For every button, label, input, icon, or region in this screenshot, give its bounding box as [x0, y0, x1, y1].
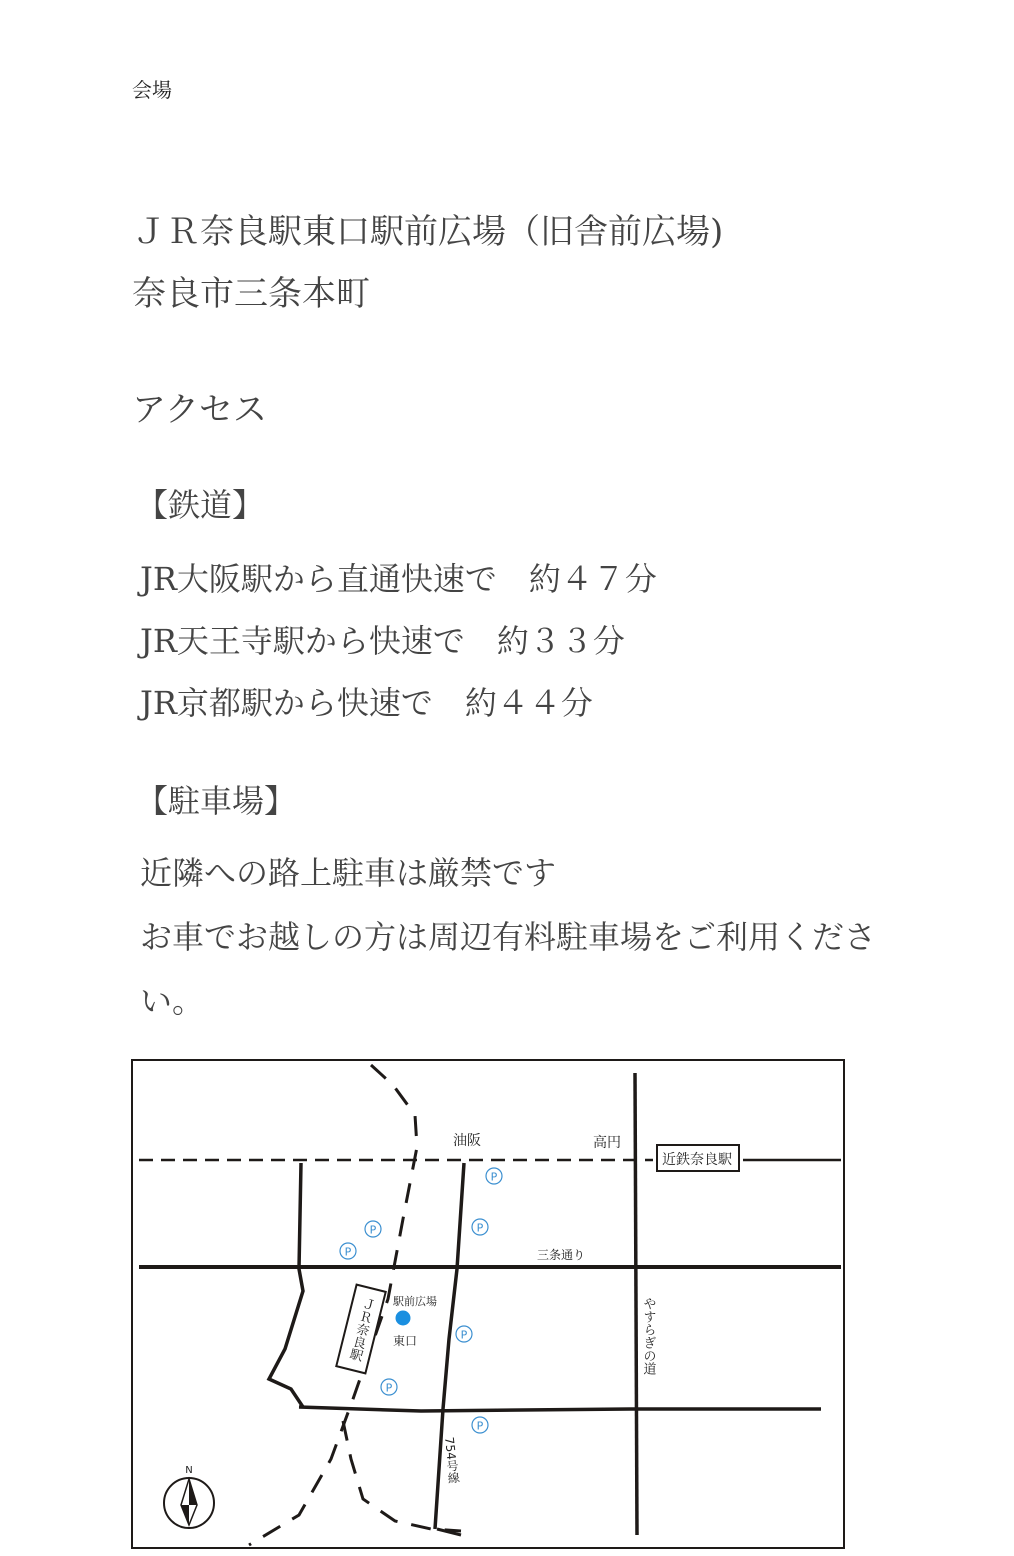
venue-marker — [396, 1311, 411, 1326]
svg-text:N: N — [185, 1465, 193, 1476]
parking-line-paid-lots: お車でお越しの方は周辺有料駐車場をご利用くださ — [140, 918, 877, 956]
svg-text:P: P — [490, 1170, 498, 1184]
railway-line-osaka: JR大阪駅から直通快速で 約４７分 — [140, 560, 657, 598]
map-label-sanjo-dori: 三条通り — [537, 1248, 586, 1262]
access-heading: アクセス — [132, 390, 267, 430]
map-label-ekimae-hiroba: 駅前広場 — [393, 1295, 437, 1308]
railway-line-tennoji: JR天王寺駅から快速で 約３３分 — [140, 622, 625, 660]
map-label-jr-station: ＪＲ奈良駅 — [345, 1295, 377, 1363]
svg-text:P: P — [385, 1381, 393, 1395]
parking-line-no-street: 近隣への路上駐車は厳禁です — [140, 854, 557, 892]
venue-name: ＪＲ奈良駅東口駅前広場（旧舎前広場) — [132, 212, 724, 252]
svg-text:P: P — [344, 1245, 352, 1259]
venue-address: 奈良市三条本町 — [132, 274, 370, 314]
parking-heading: 【駐車場】 — [136, 782, 297, 820]
svg-text:P: P — [369, 1223, 377, 1237]
map-label-kintetsu-station: 近鉄奈良駅 — [662, 1152, 732, 1168]
section-label-venue: 会場 — [132, 78, 172, 102]
access-map — [131, 1059, 845, 1549]
map-label-aburasaka: 油阪 — [453, 1133, 481, 1149]
parking-line-end: い。 — [140, 982, 205, 1020]
svg-text:P: P — [476, 1419, 484, 1433]
map-label-higashiguchi: 東口 — [393, 1334, 418, 1348]
svg-text:P: P — [476, 1221, 484, 1235]
map-label-route-754: 754号線 — [442, 1436, 461, 1485]
yasuragi-road — [635, 1073, 637, 1535]
railway-heading: 【鉄道】 — [136, 486, 265, 524]
railway-line-kyoto: JR京都駅から快速で 約４４分 — [140, 684, 593, 722]
map-frame — [132, 1060, 844, 1548]
map-label-yasuragi: やすらぎの道 — [640, 1297, 656, 1375]
map-label-takamado: 高円 — [593, 1135, 621, 1151]
svg-text:P: P — [460, 1328, 468, 1342]
